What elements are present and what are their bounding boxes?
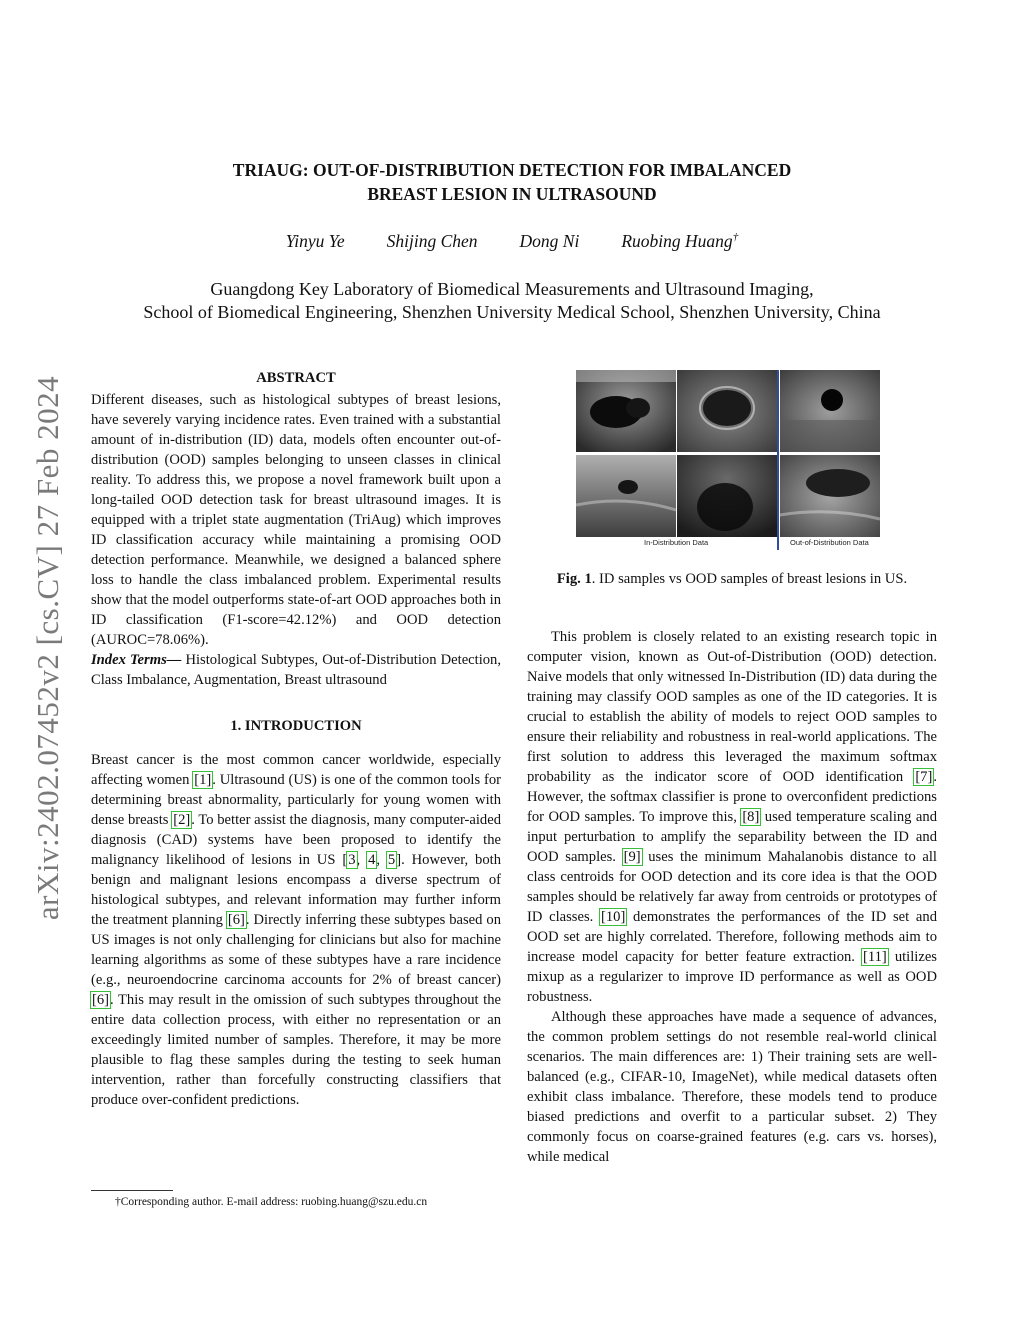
ultrasound-image <box>576 370 676 452</box>
affiliation <box>0 278 1024 324</box>
citation-link[interactable]: [8] <box>742 809 760 825</box>
intro-text: . Ultrasound (US) is one of the common tools for determining breast abnormality, particularly for young women with dense breasts <box>91 772 501 828</box>
intro-text: . To better assist the diagnosis, many computer-aided diagnosis (CAD) systems have been proposed to identify the malignancy likelihood of lesions in US [ <box>91 812 501 868</box>
citation-link[interactable]: 4 <box>368 852 376 868</box>
footnote: †Corresponding author. E-mail address: ruobing.huang@szu.edu.cn <box>115 1196 428 1208</box>
affiliation-line-1: Guangdong Key Laboratory of Biomedical Measurements and Ultrasound Imaging, <box>210 279 814 299</box>
body-text: demonstrates the performances of the ID set and OOD set are highly correlated. Therefore, following methods aim to increase model capacity for better feature extraction. <box>527 909 937 965</box>
citation-link[interactable]: [10] <box>601 909 626 925</box>
body-text: used temperature scaling and input perturbation to amplify the separability between the ID and OOD samples. <box>527 809 937 865</box>
body-text: This problem is closely related to an existing research topic in computer vision, known as Out-of-Distribution (OOD) detection. Naive models that only witnessed In-Distribution (ID) data during the training may classify OOD samples as one of the ID categories. It is crucial to establish the ability of models to reject OOD samples to ensure their reliability and robustness in real-world applications. The first solution to address this leveraged the maximum softmax probability as the indicator score of OOD identification <box>527 629 937 785</box>
citation-link[interactable]: [1] <box>194 772 212 788</box>
introduction-heading: 1. INTRODUCTION <box>230 718 362 734</box>
citation-link[interactable]: [9] <box>623 849 641 865</box>
intro-text: . Directly inferring these subtypes based on US images is not only challenging for clinicians but also for machine learning algorithms as some of these subtypes have a rare incidence (e.g., neuroendocrine carcinoma accounts for 2% of breast cancer) <box>91 912 501 988</box>
citation-link[interactable]: [11] <box>863 949 887 965</box>
arxiv-identifier: arXiv:2402.07452v2 [cs.CV] 27 Feb 2024 <box>30 375 65 921</box>
intro-text: , <box>376 852 387 868</box>
left-column <box>91 368 501 1110</box>
title-line-2: BREAST LESION IN ULTRASOUND <box>367 184 657 204</box>
citation-link[interactable]: [6] <box>92 992 110 1008</box>
body-text: uses the minimum Mahalanobis distance to all class centroids for OOD detection and its core idea is that the OOD samples should be relatively far away from centroids or prototypes of ID classes. <box>527 849 937 925</box>
intro-text: ]. However, both benign and malignant lesions encompass a diverse spectrum of histological subtypes, and relevant information may further inform the treatment planning <box>91 852 502 928</box>
author-2: Shijing Chen <box>386 231 478 251</box>
citation-link[interactable]: [2] <box>173 812 191 828</box>
affiliation-line-2: School of Biomedical Engineering, Shenzhen University Medical School, Shenzhen University, China <box>143 302 881 322</box>
intro-text: . This may result in the omission of such subtypes throughout the entire data collection process, with either no representation or an exceedingly limited number of samples. Therefore, it may be more plausible to flag these samples during the testing to seek human intervention, rather than forcefully constructing classifiers that produce over-confident predictions. <box>91 992 501 1108</box>
figure-1 <box>576 370 886 550</box>
author-4 <box>621 231 738 252</box>
author-3: Dong Ni <box>519 231 580 251</box>
label-out-of-distribution: Out-of-Distribution Data <box>790 538 869 547</box>
body-text: . However, the softmax classifier is prone to overconfident predictions for OOD samples. To improve this, <box>527 769 937 825</box>
figure-divider <box>777 370 779 550</box>
intro-text: Breast cancer is the most common cancer worldwide, especially affecting women <box>91 752 501 788</box>
label-in-distribution: In-Distribution Data <box>644 538 709 547</box>
paper-title <box>0 158 1024 206</box>
abstract-heading: ABSTRACT <box>256 370 336 386</box>
intro-text: , <box>356 852 368 868</box>
abstract-body: Different diseases, such as histological subtypes of breast lesions, have severely varying incidence rates. Even trained with a substantial amount of in-distribution (ID) data, models often encounter out-of-distribution (OOD) samples belonging to unseen classes in clinical reality. To address this, we propose a novel framework built upon a long-tailed OOD detection task for breast ultrasound images. It is equipped with a triplet state augmentation (TriAug) which improves ID classification accuracy while maintaining a promising OOD detection performance. Meanwhile, we designed a balanced sphere loss to handle the class imbalanced problem. Experimental results show that the model outperforms state-of-art OOD approaches both in ID classification (F1-score=42.12%) and OOD detection (AUROC=78.06%). <box>91 392 501 648</box>
footnote-rule <box>91 1190 173 1191</box>
citation-link[interactable]: 5 <box>387 852 396 868</box>
index-terms <box>91 650 501 690</box>
author-list <box>0 231 1024 252</box>
corresponding-mark: † <box>732 231 739 244</box>
author-1: Yinyu Ye <box>285 231 345 251</box>
body-text: utilizes mixup as a regularizer to improve ID performance as well as OOD robustness. <box>527 949 937 1005</box>
ultrasound-image <box>677 370 777 452</box>
citation-link[interactable]: [7] <box>915 769 933 785</box>
caption-label: Fig. 1 <box>556 571 592 587</box>
ultrasound-image <box>780 455 880 537</box>
body-paragraph: Although these approaches have made a sequence of advances, the common problem settings do not resemble real-world clinical scenarios. The main differences are: 1) Their training sets are well-balanced (e.g., CIFAR-10, ImageNet), while medical datasets often exhibit class imbalance. Therefore, these models tend to produce biased predictions and overfit to a particular subset. 2) They commonly focus on coarse-grained features (e.g. cars vs. horses), while medical <box>527 1009 937 1165</box>
caption-text: . ID samples vs OOD samples of breast lesions in US. <box>591 571 908 587</box>
ultrasound-image <box>780 370 880 452</box>
index-terms-label: Index Terms— <box>91 652 182 668</box>
author-4-name: Ruobing Huang <box>621 231 733 251</box>
title-line-1: TRIAUG: OUT-OF-DISTRIBUTION DETECTION FOR IMBALANCED <box>232 160 792 180</box>
right-column <box>527 627 937 1167</box>
ultrasound-image <box>677 455 777 537</box>
citation-link[interactable]: 3 <box>348 852 356 868</box>
body-paragraph <box>527 627 937 1007</box>
index-terms-text: Histological Subtypes, Out-of-Distribution Detection, Class Imbalance, Augmentation, Breast ultrasound <box>91 652 501 688</box>
introduction-paragraph <box>91 750 501 1110</box>
citation-link[interactable]: [6] <box>227 912 245 928</box>
figure-caption <box>527 571 937 588</box>
ultrasound-image <box>576 455 676 537</box>
